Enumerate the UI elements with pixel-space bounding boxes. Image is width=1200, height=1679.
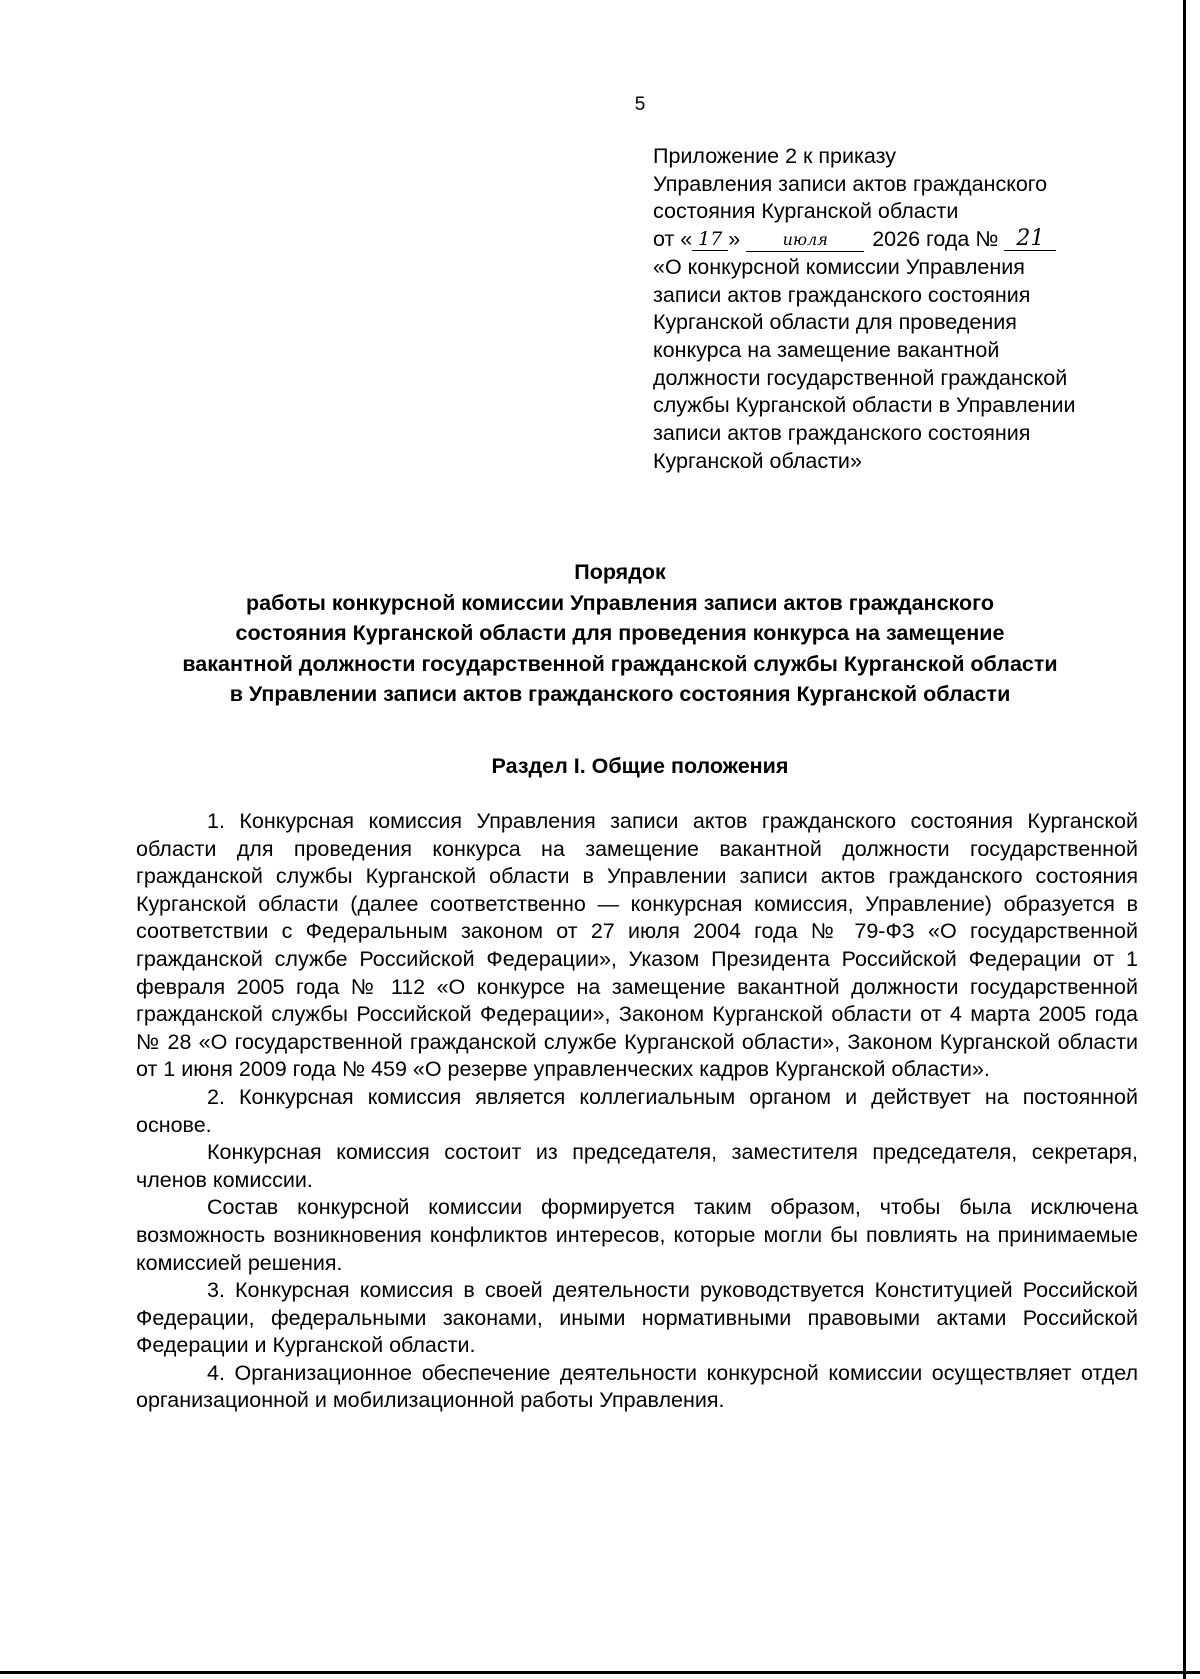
paragraph-3: 3. Конкурсная комиссия в своей деятельности руководствуется Конституцией Российской Федерации, федеральными законами, иными нормативными правовыми актами Российской Федерации и Курганской области. (136, 1278, 1138, 1358)
order-title-line: записи актов гражданского состояния (653, 421, 1031, 446)
order-title-line: должности государственной гражданской (653, 365, 1068, 390)
date-year: 2026 года № (872, 227, 999, 252)
order-title-line: записи актов гражданского состояния (653, 282, 1031, 307)
appendix-line: Управления записи актов гражданского (653, 171, 1048, 196)
page-number: 5 (634, 94, 646, 115)
title-line: вакантной должности государственной гражданской службы Курганской области (182, 651, 1058, 676)
body-text (136, 808, 1138, 1415)
date-quote-close: » (728, 227, 741, 252)
appendix-header (653, 143, 1153, 475)
order-title-line: Курганской области» (653, 448, 862, 473)
handwritten-order-number: 21 (1004, 228, 1056, 251)
scan-edge-right (1183, 0, 1186, 1679)
title-line: работы конкурсной комиссии Управления записи актов гражданского (246, 590, 994, 615)
paragraph-1: 1. Конкурсная комиссия Управления записи актов гражданского состояния Курганской области для проведения конкурса на замещение вакантной должности государственной гражданской службы Курганской области в Управлении записи актов гражданского состояния Курганской области (далее соответственно — конкурсная комиссия, Управление) образуется в соответствии с Федеральным законом от 27 июля 2004 года № 79-ФЗ «О государственной гражданской службе Российской Федерации», Указом Президента Российской Федерации от 1 февраля 2005 года № 112 «О конкурсе на замещение вакантной должности государственной гражданской службы Российской Федерации», Законом Курганской области от 4 марта 2005 года № 28 «О государственной гражданской службе Курганской области», Законом Курганской области от 1 июня 2009 года № 459 «О резерве управленческих кадров Курганской области». (136, 809, 1138, 1082)
handwritten-month: июля (746, 229, 864, 252)
section-title: Раздел I. Общие положения (491, 754, 789, 778)
paragraph-conflicts: Состав конкурсной комиссии формируется таким образом, чтобы была исключена возможность возникновения конфликтов интересов, которые могли бы повлиять на принимаемые комиссией решения. (136, 1195, 1138, 1275)
appendix-line: состояния Курганской области (653, 199, 959, 224)
title-heading: Порядок (574, 560, 666, 584)
document-title (120, 557, 1120, 710)
order-title-line: «О конкурсной комиссии Управления (653, 254, 1025, 279)
appendix-date-line (653, 226, 1153, 254)
order-title-line: конкурса на замещение вакантной (653, 337, 1000, 362)
title-line: состояния Курганской области для проведения конкурса на замещение (235, 621, 1005, 645)
scan-edge-bottom (0, 1671, 1200, 1674)
appendix-line: Приложение 2 к приказу (653, 144, 896, 168)
title-line: в Управлении записи актов гражданского состояния Курганской области (229, 682, 1011, 706)
order-title-line: Курганской области для проведения (653, 310, 1017, 335)
paragraph-4: 4. Организационное обеспечение деятельности конкурсной комиссии осуществляет отдел организационной и мобилизационной работы Управления. (136, 1360, 1138, 1413)
date-prefix: от « (653, 227, 693, 252)
paragraph-2: 2. Конкурсная комиссия является коллегиальным органом и действует на постоянной основе. (136, 1084, 1138, 1137)
paragraph-composition: Конкурсная комиссия состоит из председателя, заместителя председателя, секретаря, членов комиссии. (136, 1140, 1138, 1192)
handwritten-day: 17 (692, 228, 728, 251)
order-title-line: службы Курганской области в Управлении (653, 393, 1076, 418)
